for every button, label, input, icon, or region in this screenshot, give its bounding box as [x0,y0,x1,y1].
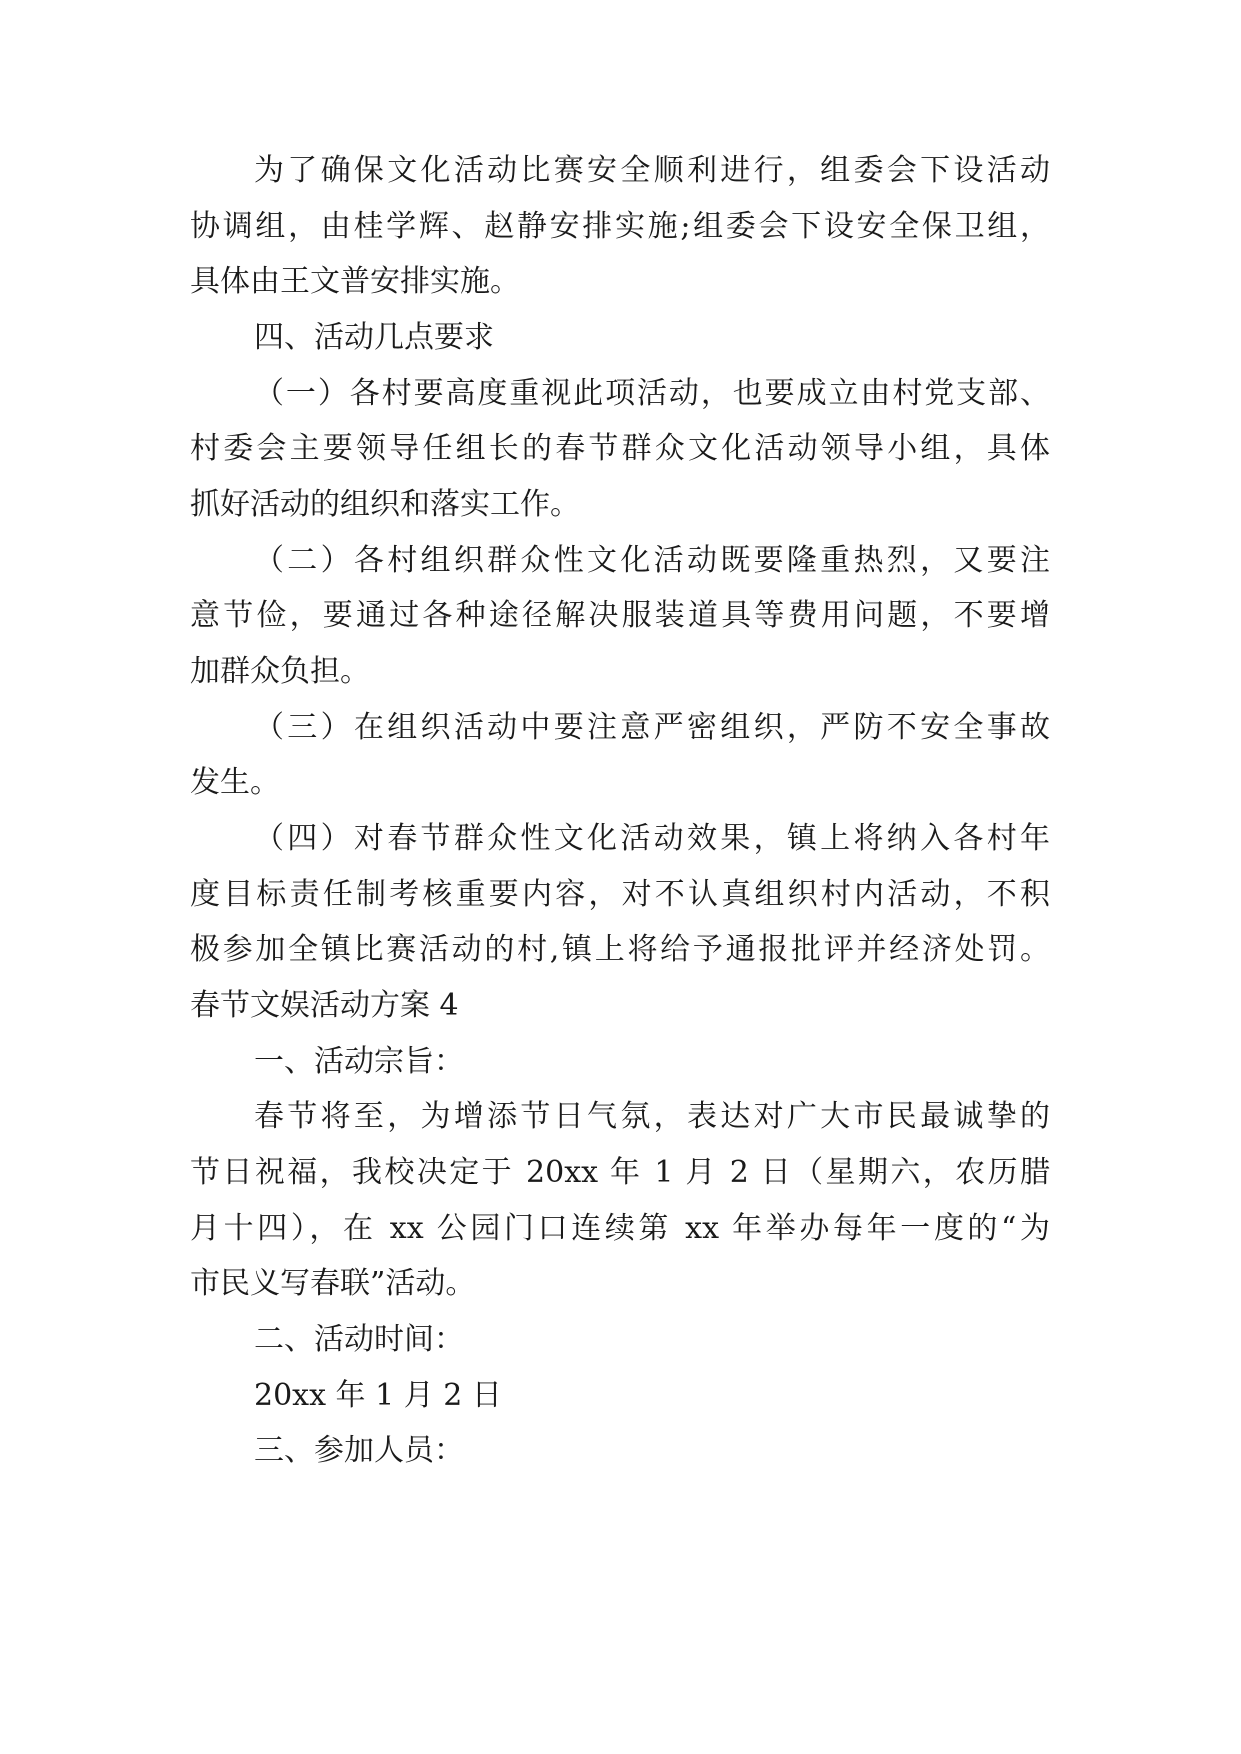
paragraph-line: 极参加全镇比赛活动的村,镇上将给予通报批评并经济处罚。 [190,932,1050,967]
section-heading: 一、活动宗旨： [254,1044,464,1079]
paragraph-line: 为了确保文化活动比赛安全顺利进行，组委会下设活动 [254,153,1050,188]
paragraph-line: （四）对春节群众性文化活动效果，镇上将纳入各村年 [254,821,1050,856]
paragraph-line: 加群众负担。 [190,654,370,689]
paragraph-line: 节日祝福，我校决定于 20xx 年 1 月 2 日（星期六，农历腊 [190,1155,1050,1190]
paragraph-line: 20xx 年 1 月 2 日 [254,1378,502,1413]
paragraph-line: 春节将至，为增添节日气氛，表达对广大市民最诚挚的 [254,1099,1050,1134]
paragraph-line: 市民义写春联”活动。 [190,1266,476,1301]
paragraph-line: 月十四），在 xx 公园门口连续第 xx 年举办每年一度的“为 [190,1211,1050,1246]
paragraph-line: 意节俭，要通过各种途径解决服装道具等费用问题，不要增 [190,598,1050,633]
section-heading: 四、活动几点要求 [254,320,494,355]
paragraph-line: （三）在组织活动中要注意严密组织，严防不安全事故 [254,710,1050,745]
paragraph-line: 村委会主要领导任组长的春节群众文化活动领导小组，具体 [190,431,1050,466]
paragraph-line: （二）各村组织群众性文化活动既要隆重热烈，又要注 [254,543,1050,578]
paragraph-line: 协调组，由桂学辉、赵静安排实施;组委会下设安全保卫组， [190,209,1050,244]
section-heading: 二、活动时间： [254,1322,464,1357]
paragraph-line: 度目标责任制考核重要内容，对不认真组织村内活动，不积 [190,877,1050,912]
paragraph-line: （一）各村要高度重视此项活动，也要成立由村党支部、 [254,376,1050,411]
section-heading: 三、参加人员： [254,1433,464,1468]
paragraph-line: 抓好活动的组织和落实工作。 [190,487,580,522]
paragraph-line: 发生。 [190,765,280,800]
document-title: 春节文娱活动方案 4 [190,988,459,1023]
paragraph-line: 具体由王文普安排实施。 [190,264,520,299]
